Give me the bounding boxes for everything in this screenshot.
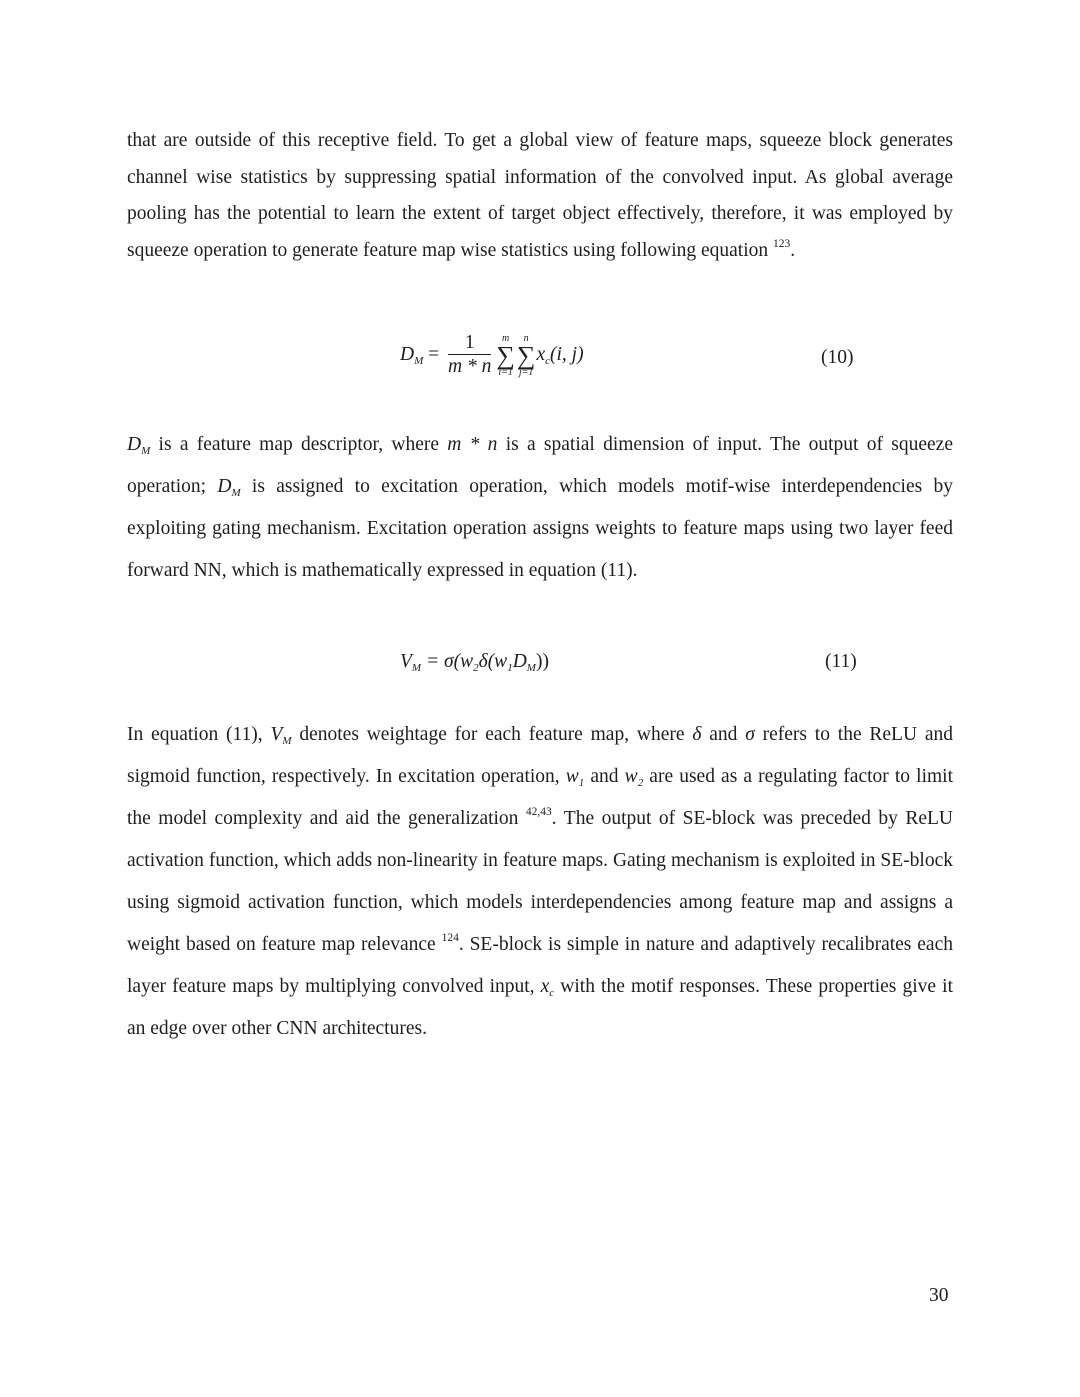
sum-over-j: n ∑ j=1 (516, 332, 536, 378)
citation-124: 124 (441, 932, 459, 944)
citation-123: 123 (773, 237, 791, 250)
equation-11-number: (11) (825, 651, 857, 672)
page-number: 30 (929, 1285, 949, 1306)
paragraph-2: $D_M$ is a feature map descriptor, where m * n is a spatial dimension of input. The output of squeeze operation; $D_M$ is assigned to excitation operation, which models motif-wise interdependencies by exploiting gating mechanism. Excitation operation assigns weights to feature maps using two layer feed forward NN, which is mathematically expressed in equation (11). (127, 434, 954, 581)
equation-11: $V_M = \sigma(w_2\delta(w_1D_M))$ (400, 651, 549, 674)
paragraph-1: that are outside of this receptive field. To get a global view of feature maps, squeeze block generates channel wise statistics by suppressing spatial information of the convolved input. As global average pooling has the potential to learn the extent of target object effectively, therefore, it was employed by squeeze operation to generate feature map wise statistics using following equation $^{123}$. (127, 130, 953, 261)
citation-42-43: 42,43 (525, 806, 552, 818)
equation-10-number: (10) (821, 347, 854, 368)
sum-over-i: m ∑ i=1 (496, 332, 515, 378)
paragraph-1-text: that are outside of this receptive field. To get a global view of feature maps, squeeze block generates channel wise statistics by suppressing spatial information of the convolved input. As global average pooling has the potential to learn the extent of target object effectively, therefore, it was employed by squeeze operation to generate feature map wise statistics using following equation (127, 130, 953, 261)
equation-10-fraction: $\frac{1}{m * n}$ (448, 332, 492, 377)
paragraph-3: In equation (11), $V_M$ denotes weightage for each feature map, where δ and σ refers to the ReLU and sigmoid function, respectively. In excitation operation, $w_1$ and $w_2$ are used as a regulating factor to limit the model complexity and aid the generalization $^{42,43}$. The output of SE-block was preceded by ReLU activation function, which adds non-linearity in feature maps. Gating mechanism is exploited in SE-block using sigmoid activation function, which models interdependencies among feature map and assigns a weight based on feature map relevance $^{124}$. SE-block is simple in nature and adaptively recalibrates each layer feature maps by multiplying convolved input, $x_c$ with the motif responses. These properties give it an edge over other CNN architectures. (127, 724, 954, 1039)
equation-10: $D_M$ = $\frac{1}{m * n}$ m ∑ i=1 n ∑ j=1 $x_c(i$, j) (400, 332, 584, 378)
